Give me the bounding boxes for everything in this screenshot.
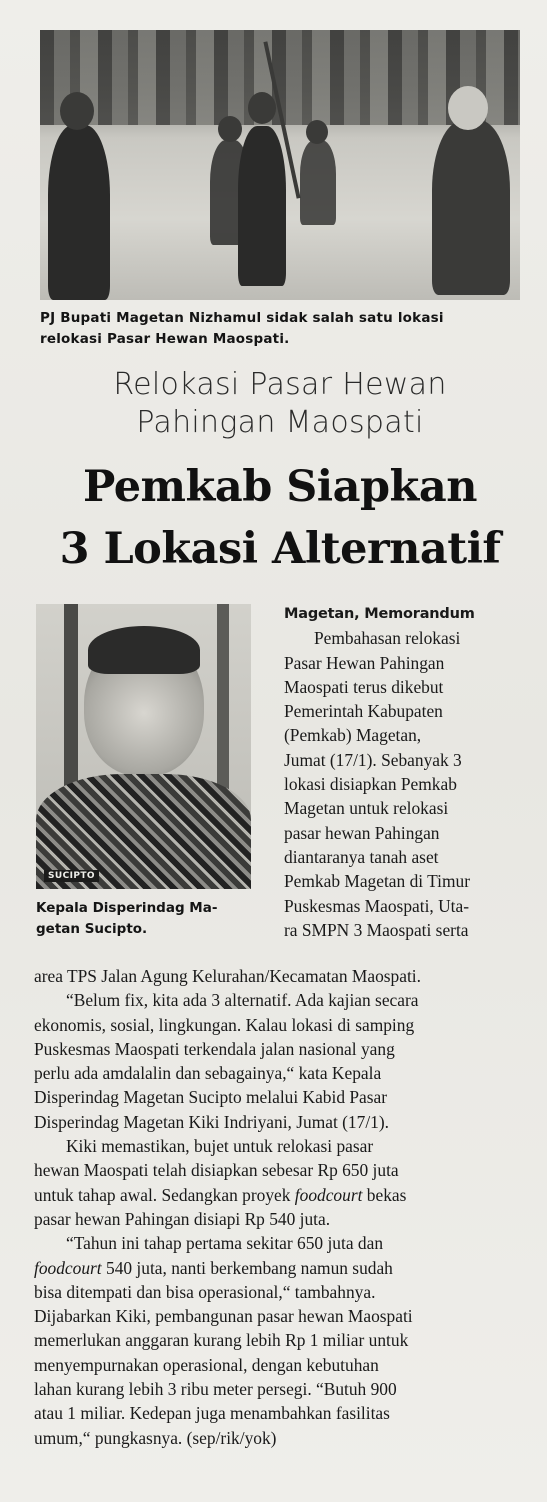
- article-column: [284, 602, 524, 942]
- article-line: memerlukan anggaran kurang lebih Rp 1 miliar untuk: [34, 1330, 409, 1351]
- name-badge: SUCIPTO: [44, 870, 99, 882]
- person-head: [218, 116, 242, 142]
- article-line: Puskesmas Maospati, Uta-: [284, 895, 469, 916]
- article-line: bisa ditempati dan bisa operasional,“ tambahnya.: [34, 1281, 376, 1302]
- article-line: Pemerintah Kabupaten: [284, 701, 443, 722]
- article-line-text: 540 juta, nanti berkembang namun sudah: [106, 1257, 393, 1278]
- caption-line: PJ Bupati Magetan Nizhamul sidak salah satu lokasi: [40, 310, 444, 326]
- portrait-caption: [36, 898, 262, 940]
- article-line: Puskesmas Maospati terkendala jalan nasional yang: [34, 1038, 395, 1059]
- article-line: Dijabarkan Kiki, pembangunan pasar hewan Maospati: [34, 1306, 413, 1327]
- italic-term: foodcourt: [34, 1257, 102, 1278]
- article-line: pasar hewan Pahingan: [284, 822, 440, 843]
- article-line: hewan Maospati telah disiapkan sebesar Rp 650 juta: [34, 1160, 399, 1181]
- person-head: [248, 92, 276, 124]
- article-line: [34, 1183, 520, 1207]
- caption-line: relokasi Pasar Hewan Maospati.: [40, 331, 290, 347]
- top-photo: [40, 30, 520, 300]
- article-line: Kiki memastikan, bujet untuk relokasi pasar: [66, 1136, 374, 1157]
- headline-line: Pemkab Siapkan: [83, 462, 477, 512]
- article-line: lahan kurang lebih 3 ribu meter persegi. “Butuh 900: [34, 1379, 397, 1400]
- article-line: Maospati terus dikebut: [284, 676, 444, 697]
- caption-line: Kepala Disperindag Ma-: [36, 900, 218, 916]
- headline-line: 3 Lokasi Alternatif: [59, 524, 501, 574]
- person-figure: [48, 125, 110, 300]
- article-line-text: untuk tahap awal. Sedangkan proyek: [34, 1184, 291, 1205]
- article-line: atau 1 miliar. Kedepan juga menambahkan fasilitas: [34, 1403, 390, 1424]
- hair: [88, 626, 200, 674]
- headline: [30, 456, 530, 580]
- person-head: [306, 120, 328, 144]
- article-line: Pembahasan relokasi: [314, 628, 461, 649]
- person-figure: [238, 126, 286, 286]
- article-line: “Belum fix, kita ada 3 alternatif. Ada kajian secara: [66, 990, 419, 1011]
- article-line: Pasar Hewan Pahingan: [284, 652, 445, 673]
- article-line: diantaranya tanah aset: [284, 846, 439, 867]
- article-line: Pemkab Magetan di Timur: [284, 871, 470, 892]
- article-line: perlu ada amdalalin dan sebagainya,“ kata Kepala: [34, 1063, 382, 1084]
- dateline: Magetan, Memorandum: [284, 606, 475, 622]
- article-line: (Pemkab) Magetan,: [284, 725, 422, 746]
- italic-term: foodcourt: [294, 1184, 363, 1205]
- person-head: [448, 86, 488, 130]
- article-line-text: bekas: [362, 1184, 407, 1205]
- person-figure: [432, 120, 510, 295]
- article-line: Disperindag Magetan Sucipto melalui Kabid Pasar: [34, 1087, 388, 1108]
- wall-stripe: [64, 604, 78, 804]
- top-photo-caption: [40, 308, 520, 350]
- kicker: [40, 366, 520, 442]
- article-line: lokasi disiapkan Pemkab: [284, 774, 457, 795]
- portrait-photo: [36, 604, 251, 889]
- article-line: Magetan untuk relokasi: [284, 798, 449, 819]
- person-head: [60, 92, 94, 130]
- article-line: Jumat (17/1). Sebanyak 3: [284, 749, 462, 770]
- person-figure: [300, 140, 336, 225]
- article-line: menyempurnakan operasional, dengan kebutuhan: [34, 1354, 379, 1375]
- article-line: area TPS Jalan Agung Kelurahan/Kecamatan Maospati.: [34, 966, 421, 986]
- article-line: pasar hewan Pahingan disiapi Rp 540 juta.: [34, 1208, 331, 1229]
- article-line: [34, 1256, 520, 1280]
- article-line: umum,“ pungkasnya. (sep/rik/yok): [34, 1427, 277, 1448]
- kicker-line: Relokasi Pasar Hewan: [113, 367, 447, 402]
- kicker-line: Pahingan Maospati: [136, 405, 424, 440]
- article-line: ra SMPN 3 Maospati serta: [284, 919, 469, 940]
- article-body: [34, 964, 520, 1450]
- caption-line: getan Sucipto.: [36, 921, 148, 937]
- article-line: ekonomis, sosial, lingkungan. Kalau lokasi di samping: [34, 1014, 415, 1035]
- article-line: “Tahun ini tahap pertama sekitar 650 juta dan: [66, 1233, 384, 1254]
- article-line: Disperindag Magetan Kiki Indriyani, Jumat (17/1).: [34, 1111, 389, 1132]
- wall-stripe: [217, 604, 229, 804]
